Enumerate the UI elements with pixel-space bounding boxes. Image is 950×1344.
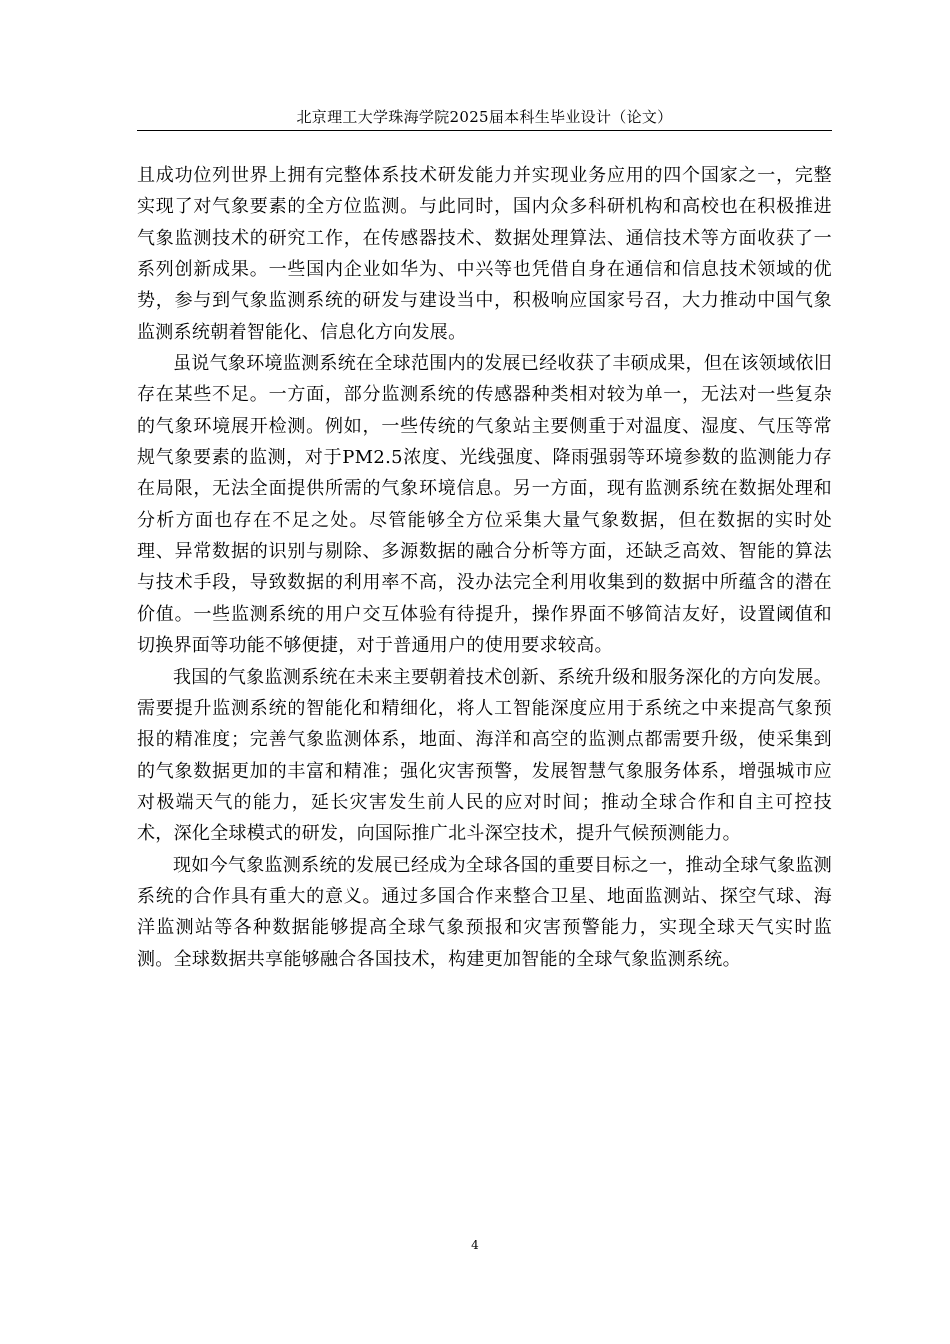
paragraph-1: 且成功位列世界上拥有完整体系技术研发能力并实现业务应用的四个国家之一，完整实现了对气象要素的全方位监测。与此同时，国内众多科研机构和高校也在积极推进气象监测技术的研究工作，在传感器技术、数据处理算法、通信技术等方面收获了一系列创新成果。一些国内企业如华为、中兴等也凭借自身在通信和信息技术领域的优势，参与到气象监测系统的研发与建设当中，积极响应国家号召，大力推动中国气象监测系统朝着智能化、信息化方向发展。 bbox=[137, 165, 832, 343]
page-header: 北京理工大学珠海学院2025届本科生毕业设计（论文） bbox=[137, 106, 832, 131]
paragraph-3: 我国的气象监测系统在未来主要朝着技术创新、系统升级和服务深化的方向发展。需要提升监测系统的智能化和精细化，将人工智能深度应用于系统之中来提高气象预报的精准度；完善气象监测体系，地面、海洋和高空的监测点都需要升级，使采集到的气象数据更加的丰富和精准；强化灾害预警，发展智慧气象服务体系，增强城市应对极端天气的能力，延长灾害发生前人民的应对时间；推动全球合作和自主可控技术，深化全球模式的研发，向国际推广北斗深空技术，提升气候预测能力。 bbox=[137, 666, 832, 845]
page-number: 4 bbox=[471, 1238, 479, 1252]
document-body bbox=[137, 160, 832, 975]
paragraph-2: 虽说气象环境监测系统在全球范围内的发展已经收获了丰硕成果，但在该领域依旧存在某些不足。一方面，部分监测系统的传感器种类相对较为单一，无法对一些复杂的气象环境展开检测。例如，一些传统的气象站主要侧重于对温度、湿度、气压等常规气象要素的监测，对于PM2.5浓度、光线强度、降雨强弱等环境参数的监测能力存在局限，无法全面提供所需的气象环境信息。另一方面，现有监测系统在数据处理和分析方面也存在不足之处。尽管能够全方位采集大量气象数据，但在数据的实时处理、异常数据的识别与剔除、多源数据的融合分析等方面，还缺乏高效、智能的算法与技术手段，导致数据的利用率不高，没办法完全利用收集到的数据中所蕴含的潜在价值。一些监测系统的用户交互体验有待提升，操作界面不够简洁友好，设置阈值和切换界面等功能不够便捷，对于普通用户的使用要求较高。 bbox=[137, 353, 832, 657]
paragraph-4: 现如今气象监测系统的发展已经成为全球各国的重要目标之一，推动全球气象监测系统的合作具有重大的意义。通过多国合作来整合卫星、地面监测站、探空气球、海洋监测站等各种数据能够提高全球气象预报和灾害预警能力，实现全球天气实时监测。全球数据共享能够融合各国技术，构建更加智能的全球气象监测系统。 bbox=[137, 854, 832, 970]
